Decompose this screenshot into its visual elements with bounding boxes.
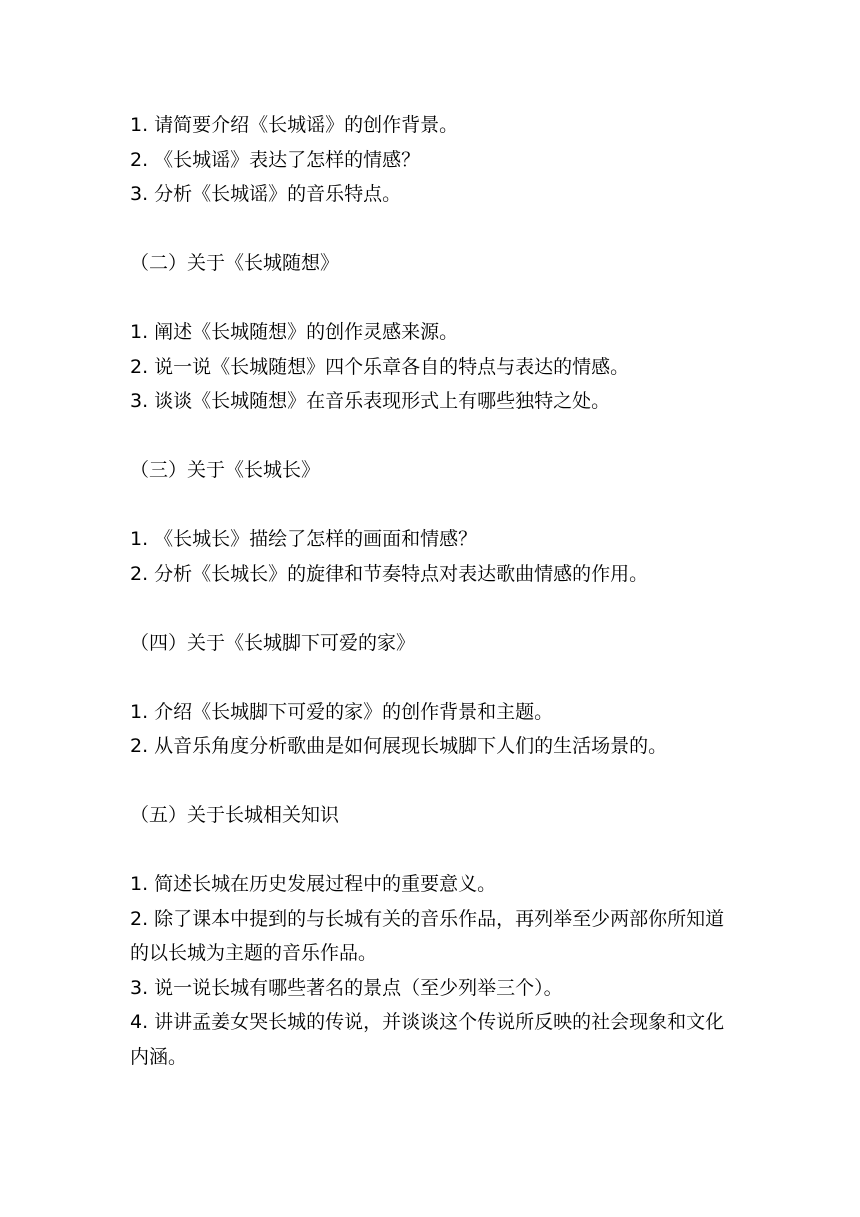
section-heading: （二）关于《长城随想》 (130, 252, 340, 274)
section-heading: （五）关于长城相关知识 (130, 804, 340, 826)
question-item: 1. 阐述《长城随想》的创作灵感来源。 (130, 321, 459, 343)
question-item: 2. 从音乐角度分析歌曲是如何展现长城脚下人们的生活场景的。 (130, 735, 668, 757)
spacer (130, 419, 740, 454)
question-item: 2. 《长城谣》表达了怎样的情感？ (130, 148, 421, 171)
question-item: 4. 讲讲孟姜女哭长城的传说，并谈谈这个传说所反映的社会现象和文化内涵。 (130, 1011, 725, 1068)
question-item: 2. 说一说《长城随想》四个乐章各自的特点与表达的情感。 (130, 355, 630, 378)
question-item: 1. 《长城长》描绘了怎样的画面和情感？ (130, 528, 478, 550)
question-item: 1. 请简要介绍《长城谣》的创作背景。 (130, 114, 459, 136)
spacer (130, 281, 740, 316)
section-heading: （三）关于《长城长》 (130, 459, 321, 481)
question-item: 3. 分析《长城谣》的音乐特点。 (130, 183, 402, 205)
question-item: 3. 说一说长城有哪些著名的景点（至少列举三个）。 (130, 976, 563, 999)
question-item: 2. 除了课本中提到的与长城有关的音乐作品，再列举至少两部你所知道的以长城为主题的音乐作品。 (130, 907, 725, 964)
section-1-list (130, 108, 740, 212)
spacer (130, 212, 740, 247)
section-3-list (130, 522, 740, 591)
spacer (130, 488, 740, 523)
section-4-list (130, 695, 740, 764)
spacer (130, 591, 740, 626)
spacer (130, 833, 740, 868)
question-item: 1. 介绍《长城脚下可爱的家》的创作背景和主题。 (130, 700, 554, 723)
question-item: 1. 简述长城在历史发展过程中的重要意义。 (130, 873, 497, 895)
section-5-list (130, 867, 740, 1074)
document-content (130, 108, 740, 1074)
spacer (130, 660, 740, 695)
section-2-list (130, 315, 740, 419)
section-heading: （四）关于《长城脚下可爱的家》 (130, 631, 416, 654)
spacer (130, 764, 740, 799)
question-item: 3. 谈谈《长城随想》在音乐表现形式上有哪些独特之处。 (130, 390, 611, 412)
question-item: 2. 分析《长城长》的旋律和节奏特点对表达歌曲情感的作用。 (130, 562, 649, 585)
